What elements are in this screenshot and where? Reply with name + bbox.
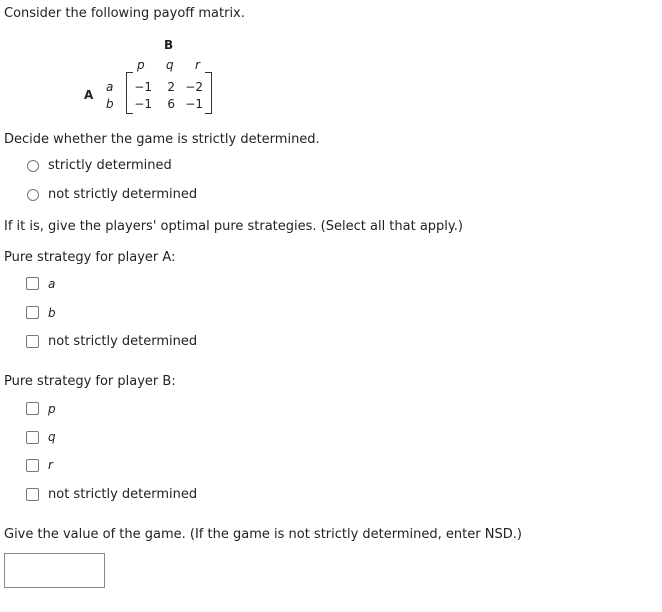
player-a-label: Pure strategy for player A: <box>4 250 176 265</box>
matrix-col-label: r <box>195 58 200 72</box>
matrix-cell: −2 <box>185 80 203 94</box>
option-label[interactable]: a <box>48 277 56 291</box>
checkbox-b-not-strictly-determined[interactable] <box>26 488 39 501</box>
option-label[interactable]: p <box>48 402 56 416</box>
checkbox-b[interactable] <box>26 306 39 319</box>
option-label[interactable]: r <box>48 458 53 472</box>
intro-text: Consider the following payoff matrix. <box>4 6 245 21</box>
matrix-cell: 2 <box>167 80 175 94</box>
matrix-row-label: b <box>106 97 114 111</box>
option-label[interactable]: not strictly determined <box>48 187 198 202</box>
option-label[interactable]: not strictly determined <box>48 334 198 349</box>
checkbox-a[interactable] <box>26 277 39 290</box>
option-label[interactable]: q <box>48 430 56 444</box>
checkbox-a-not-strictly-determined[interactable] <box>26 335 39 348</box>
checkbox-q[interactable] <box>26 431 39 444</box>
radio-not-strictly-determined[interactable] <box>27 189 39 201</box>
matrix-cell: 6 <box>167 97 175 111</box>
matrix-right-bracket <box>205 72 212 114</box>
matrix-cell: −1 <box>134 80 152 94</box>
matrix-col-label: q <box>166 58 174 72</box>
checkbox-p[interactable] <box>26 402 39 415</box>
player-b-label: Pure strategy for player B: <box>4 374 176 389</box>
matrix-row-player: A <box>84 88 94 102</box>
matrix-row-label: a <box>106 80 114 94</box>
q1-prompt: Decide whether the game is strictly determined. <box>4 132 320 147</box>
matrix-col-label: p <box>137 58 145 72</box>
matrix-col-player: B <box>164 38 174 52</box>
checkbox-r[interactable] <box>26 459 39 472</box>
radio-strictly-determined[interactable] <box>27 160 39 172</box>
game-value-input[interactable] <box>4 553 105 588</box>
matrix-cell: −1 <box>134 97 152 111</box>
option-label[interactable]: not strictly determined <box>48 487 198 502</box>
option-label[interactable]: b <box>48 306 56 320</box>
option-label[interactable]: strictly determined <box>48 158 172 173</box>
matrix-cell: −1 <box>185 97 203 111</box>
q3-prompt: Give the value of the game. (If the game is not strictly determined, enter NSD.) <box>4 527 522 542</box>
q2-prompt: If it is, give the players' optimal pure strategies. (Select all that apply.) <box>4 219 463 234</box>
